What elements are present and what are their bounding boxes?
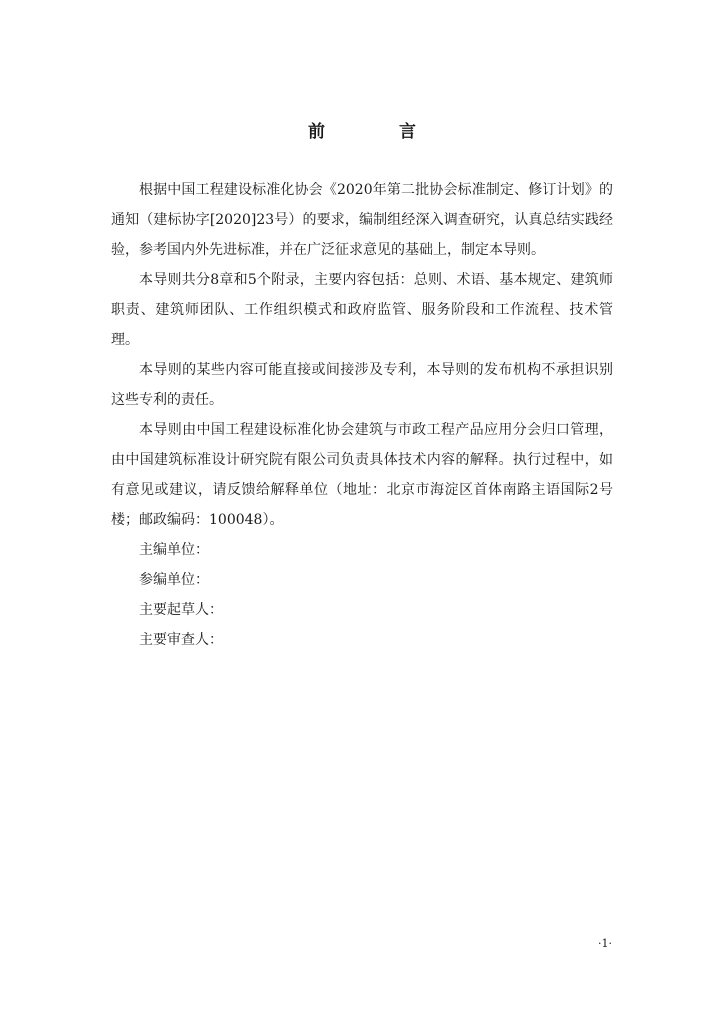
document-body	[111, 175, 613, 655]
participating-units-label: 参编单位：	[139, 572, 209, 588]
page-title: 前 言	[308, 122, 450, 142]
reviewers-label: 主要审查人：	[139, 632, 223, 648]
paragraph-management: 本导则由中国工程建设标准化协会建筑与市政工程产品应用分会归口管理，由中国建筑标准设计研究院有限公司负责具体技术内容的解释。执行过程中，如有意见或建议，请反馈给解释单位（地址：北京市海淀区首体南路主语国际2号楼；邮政编码：100048）。	[111, 422, 613, 528]
chief-editor-label: 主编单位：	[139, 542, 209, 558]
paragraph-basis: 根据中国工程建设标准化协会《2020年第二批协会标准制定、修订计划》的通知（建标协字[2020]23号）的要求，编制组经深入调查研究，认真总结实践经验，参考国内外先进标准，并在广泛征求意见的基础上，制定本导则。	[111, 182, 613, 258]
paragraph-contents: 本导则共分8章和5个附录，主要内容包括：总则、术语、基本规定、建筑师职责、建筑师团队、工作组织模式和政府监管、服务阶段和工作流程、技术管理。	[111, 272, 613, 348]
paragraph-patent: 本导则的某些内容可能直接或间接涉及专利，本导则的发布机构不承担识别这些专利的责任。	[111, 362, 613, 408]
page-number: ·1·	[598, 937, 612, 950]
drafters-label: 主要起草人：	[139, 602, 223, 618]
